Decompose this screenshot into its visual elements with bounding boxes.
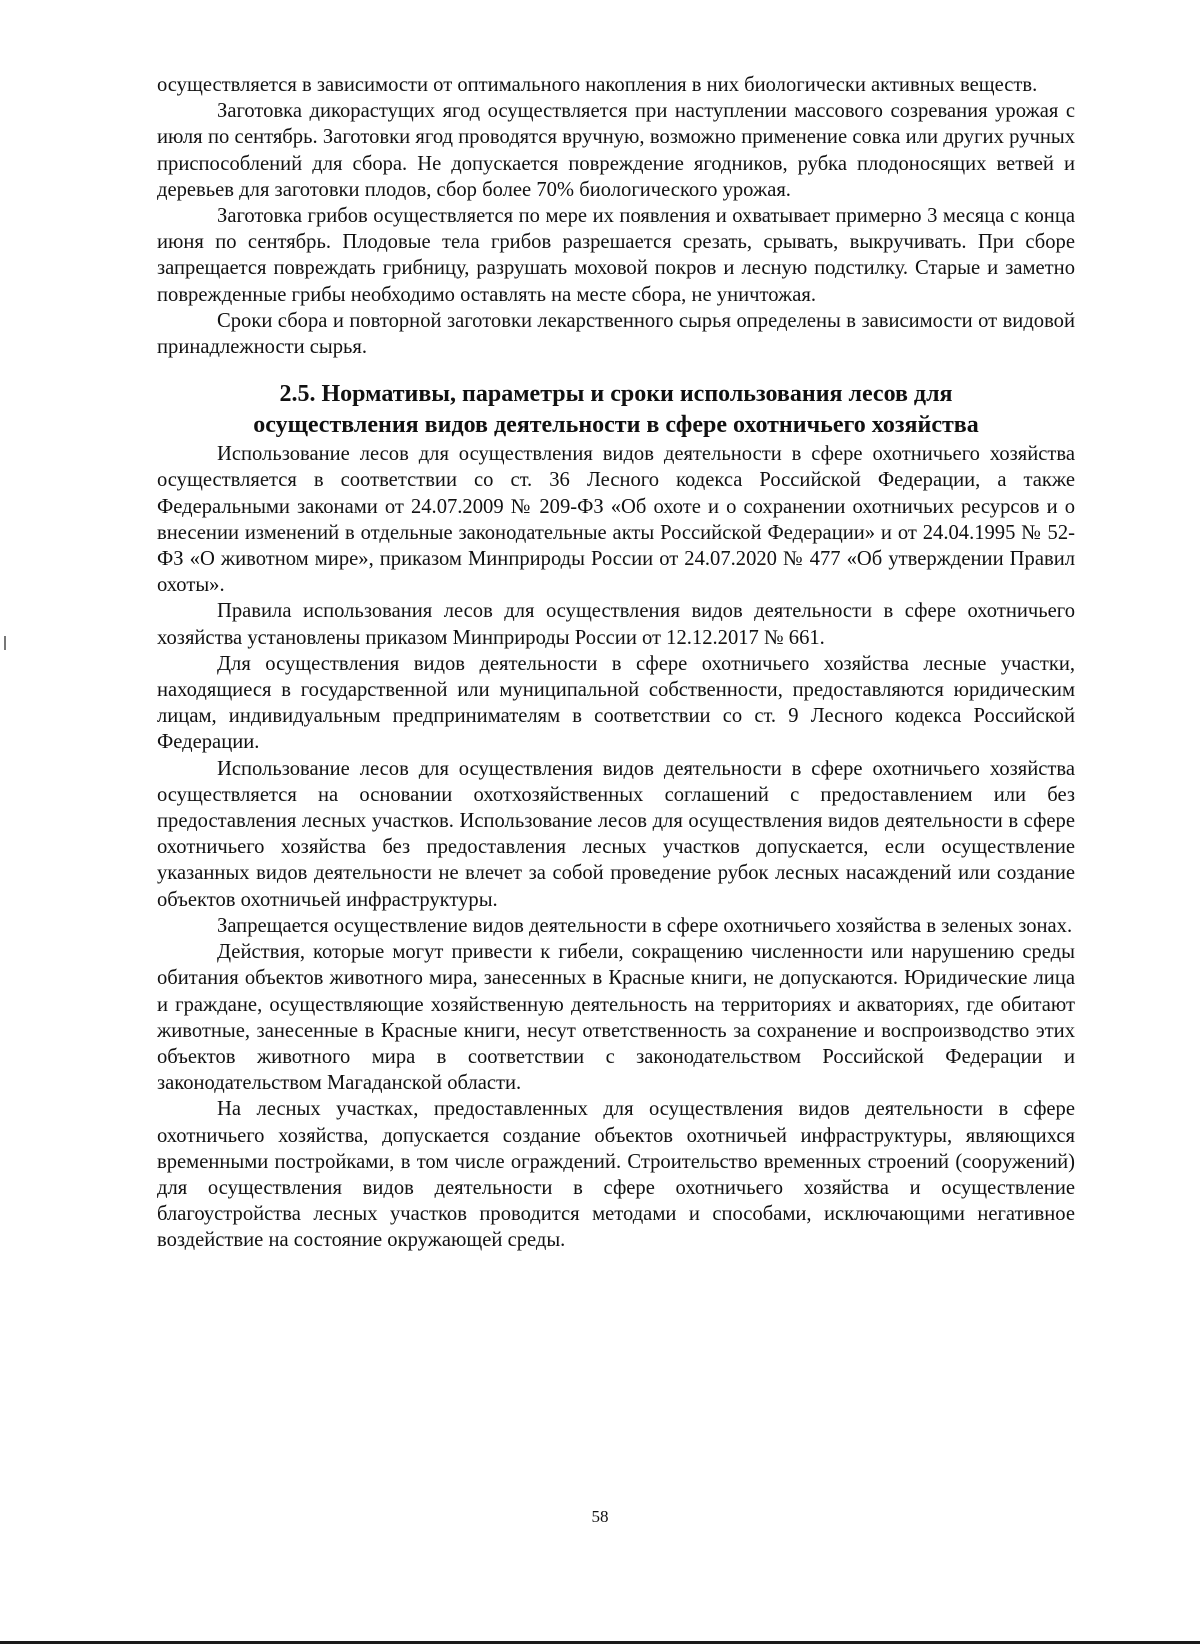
page-content bbox=[157, 72, 1075, 1254]
bottom-divider bbox=[0, 1641, 1200, 1644]
paragraph-legal-basis: Использование лесов для осуществления видов деятельности в сфере охотничьего хозяйства осуществляется в соответствии со ст. 36 Лесного кодекса Российской Федерации, а также Федеральными законами от 24.07.2009 № 209-ФЗ «Об охоте и о сохранении охотничьих ресурсов и о внесении изменений в отдельные законодательные акты Российской Федерации» и от 24.04.1995 № 52-ФЗ «О животном мире», приказом Минприроды России от 24.07.2020 № 477 «Об утверждении Правил охоты». bbox=[157, 443, 1075, 597]
paragraph-continuation: осуществляется в зависимости от оптимального накопления в них биологически активных веществ. bbox=[157, 74, 1038, 96]
paragraph-green-zones: Запрещается осуществление видов деятельности в сфере охотничьего хозяйства в зеленых зонах. bbox=[217, 914, 1073, 937]
scan-margin-mark bbox=[4, 636, 6, 650]
section-heading-line-2: осуществления видов деятельности в сфере охотничьего хозяйства bbox=[253, 412, 979, 439]
paragraph-berries: Заготовка дикорастущих ягод осуществляется при наступлении массового созревания урожая с июля по сентябрь. Заготовки ягод проводятся вручную, возможно применение совка или других ручных приспособлений для сбора. Не допускается повреждение ягодников, рубка плодоносящих ветвей и деревьев для заготовки плодов, сбор более 70% биологического урожая. bbox=[157, 100, 1075, 201]
paragraph-land-plots: Для осуществления видов деятельности в сфере охотничьего хозяйства лесные участки, находящиеся в государственной или муниципальной собственности, предоставляются юридическим лицам, индивидуальным предпринимателям в соответствии со ст. 9 Лесного кодекса Российской Федерации. bbox=[157, 652, 1075, 754]
page-number: 58 bbox=[591, 1507, 609, 1526]
section-heading bbox=[157, 379, 1075, 441]
paragraph-medicinal-raw: Сроки сбора и повторной заготовки лекарственного сырья определены в зависимости от видовой принадлежности сырья. bbox=[157, 309, 1075, 359]
paragraph-rules: Правила использования лесов для осуществления видов деятельности в сфере охотничьего хозяйства установлены приказом Минприроды России от 12.12.2017 № 661. bbox=[157, 600, 1075, 649]
section-heading-line-1: 2.5. Нормативы, параметры и сроки использования лесов для bbox=[279, 381, 953, 408]
paragraph-red-book: Действия, которые могут привести к гибели, сокращению численности или нарушению среды обитания объектов животного мира, занесенных в Красные книги, не допускаются. Юридические лица и граждане, осуществляющие хозяйственную деятельность на территориях и акваториях, где обитают животные, занесенные в Красные книги, несут ответственность за сохранение и воспроизводство этих объектов животного мира в соответствии с законодательством Российской Федерации и законодательством Магаданской области. bbox=[157, 941, 1075, 1095]
paragraph-mushrooms: Заготовка грибов осуществляется по мере их появления и охватывает примерно 3 месяца с конца июня по сентябрь. Плодовые тела грибов разрешается срезать, срывать, выкручивать. При сборе запрещается повреждать грибницу, разрушать моховой покров и лесную подстилку. Старые и заметно поврежденные грибы необходимо оставлять на месте сбора, не уничтожая. bbox=[157, 205, 1075, 306]
paragraph-agreements: Использование лесов для осуществления видов деятельности в сфере охотничьего хозяйства осуществляется на основании охотхозяйственных соглашений с предоставлением или без предоставления лесных участков. Использование лесов для осуществления видов деятельности в сфере охотничьего хозяйства без предоставления лесных участков допускается, если осуществление указанных видов деятельности не влечет за собой проведение рубок лесных насаждений или создание объектов охотничьей инфраструктуры. bbox=[157, 757, 1075, 911]
paragraph-infrastructure: На лесных участках, предоставленных для осуществления видов деятельности в сфере охотничьего хозяйства, допускается создание объектов охотничьей инфраструктуры, являющихся временными постройками, в том числе ограждений. Строительство временных строений (сооружений) для осуществления видов деятельности в сфере охотничьего хозяйства и осуществление благоустройства лесных участков проводится методами и способами, исключающими негативное воздействие на состояние окружающей среды. bbox=[157, 1098, 1075, 1252]
